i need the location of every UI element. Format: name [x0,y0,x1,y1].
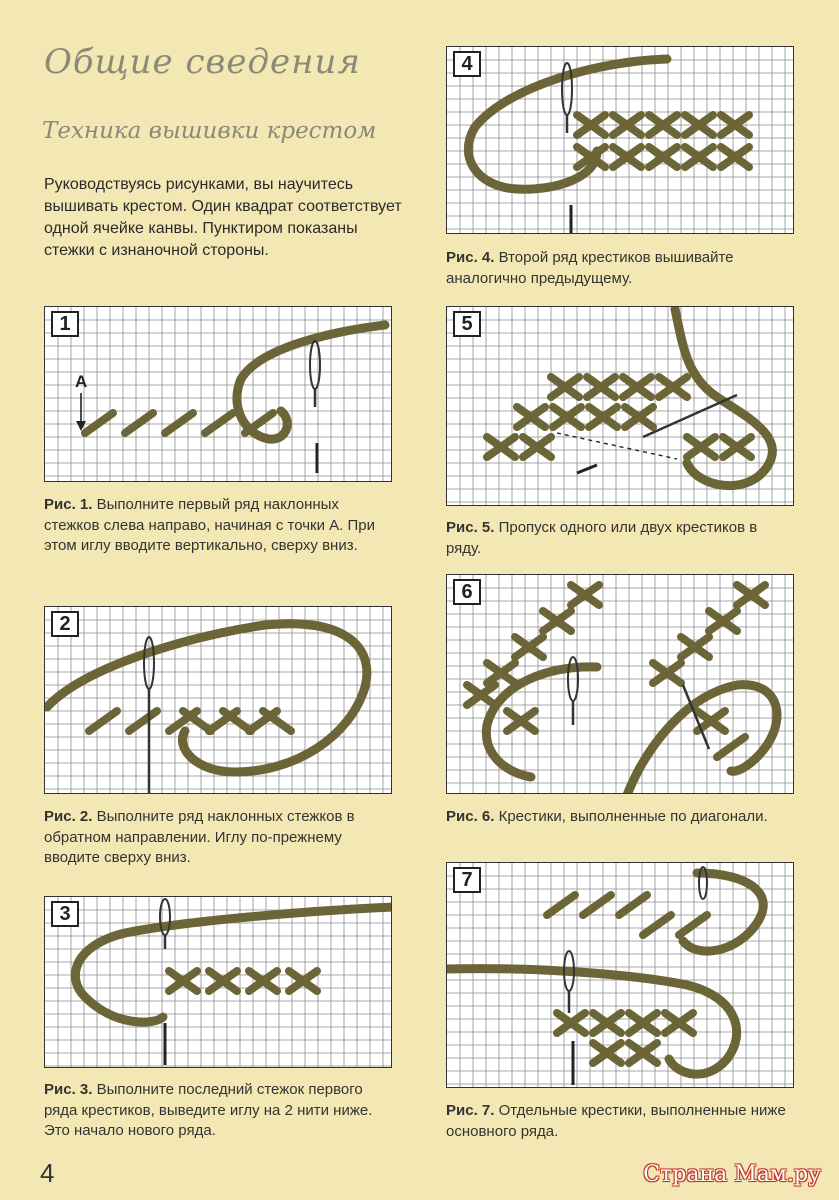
figure-5 [446,306,794,506]
page-number: 4 [40,1158,55,1188]
thread-left [486,667,597,777]
caption-4: Рис. 4. Второй ряд крестиков вышивайте аналогично предыдущему. [446,249,734,287]
figure-number: 4 [453,51,481,77]
watermark: Страна Мам.ру [643,1162,821,1187]
figure-number: 7 [453,867,481,893]
figure-number: 6 [453,579,481,605]
caption-1: Рис. 1. Выполните первый ряд наклонных стежков слева направо, начиная с точки А. При этом иглу вводите вертикально, сверху вниз. [44,496,375,554]
caption-2: Рис. 2. Выполните ряд наклонных стежков в обратном направлении. Иглу по-прежнему вводите сверху вниз. [44,808,355,866]
figure-7 [446,862,794,1088]
needle [310,341,320,389]
thread-upper [683,873,763,951]
figure-1-drawing [45,307,392,482]
point-a-label: А [75,372,88,391]
figure-3 [44,896,392,1068]
page-title: Общие сведения [44,42,361,82]
figure-number: 3 [51,901,79,927]
thread-right [627,685,777,794]
figure-number: 2 [51,611,79,637]
figure-1 [44,306,392,482]
stitches [89,711,291,731]
figure-2 [44,606,392,794]
intro-paragraph: Руководствуясь рисунками, вы научитесь вышивать крестом. Один квадрат соответствует одной ячейке канвы. Пунктиром показаны стежки с изнаночной стороны. [44,176,402,259]
section-subtitle: Техника вышивки крестом [42,118,377,144]
caption-7: Рис. 7. Отдельные крестики, выполненные ниже основного ряда. [446,1102,786,1140]
caption-6: Рис. 6. Крестики, выполненные по диагонали. [446,808,768,825]
figure-number: 1 [51,311,79,337]
figure-number: 5 [453,311,481,337]
figure-6 [446,574,794,794]
caption-3: Рис. 3. Выполните последний стежок первого ряда крестиков, выведите иглу на 2 нити ниже. Это начало нового ряда. [44,1081,373,1139]
figure-4 [446,46,794,234]
caption-5: Рис. 5. Пропуск одного или двух крестиков в ряду. [446,519,758,557]
needle [643,395,737,437]
